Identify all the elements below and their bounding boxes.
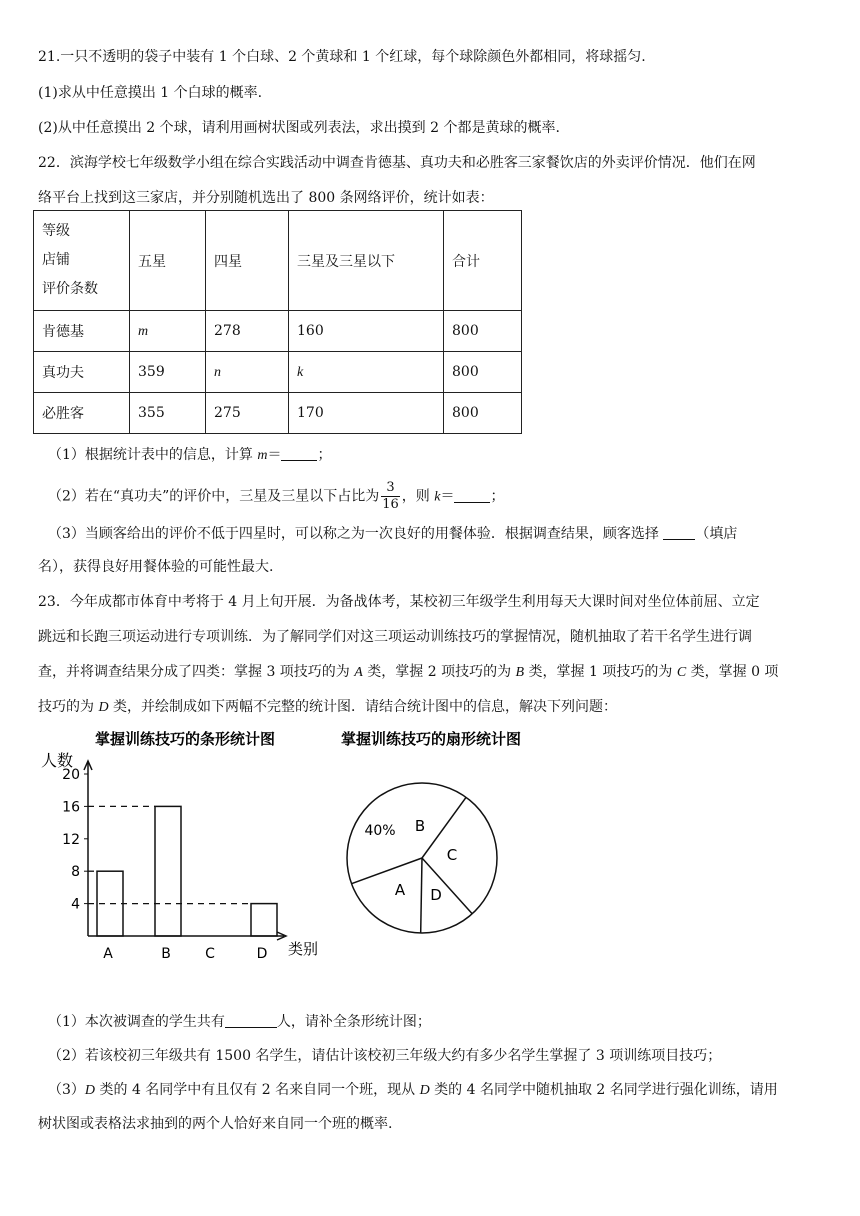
col-three-star: 三星及三星以下: [289, 211, 444, 311]
table-row: [34, 352, 522, 393]
x-tick-label: A: [103, 946, 113, 962]
y-axis-label: 人数: [41, 751, 74, 770]
cell-five: 359: [130, 352, 206, 393]
cell-four: n: [206, 352, 289, 393]
pie-label-C: C: [446, 846, 458, 864]
q23-line2: 跳远和长跑三项运动进行专项训练．为了解同学们对这三项运动训练技巧的掌握情况，随机抽取了若干名学生进行调: [38, 629, 752, 645]
q22-stem-line2: 络平台上找到这三家店，并分别随机选出了 800 条网络评价，统计如表：: [38, 190, 494, 206]
cell-store: 肯德基: [34, 311, 130, 352]
q23-part3: （3）D 类的 4 名同学中有且仅有 2 名来自同一个班，现从 D 类的 4 名同学中随机抽取 2 名同学进行强化训练，请用: [48, 1082, 778, 1098]
header-count: 评价条数: [42, 281, 98, 297]
cell-store: 必胜客: [34, 393, 130, 434]
cell-three: 170: [289, 393, 444, 434]
q23-part2: （2）若该校初三年级共有 1500 名学生，请估计该校初三年级大约有多少名学生掌握了 3 项训练项目技巧；: [48, 1048, 722, 1064]
fraction: $\frac{3}{16}$: [382, 480, 399, 512]
y-tick-label: 16: [62, 799, 80, 816]
cell-total: 800: [444, 311, 522, 352]
q23-part1: （1）本次被调查的学生共有 人，请补全条形统计图；: [48, 1014, 431, 1030]
q22-part3-cont: 名），获得良好用餐体验的可能性最大.: [38, 559, 274, 575]
pie-annotation-percent: 40%: [364, 823, 396, 839]
answer-blank: [663, 525, 695, 540]
bar-B: [155, 806, 181, 936]
q23-part3-cont: 树状图或表格法求抽到的两个人恰好来自同一个班的概率.: [38, 1116, 393, 1132]
col-four-star: 四星: [206, 211, 289, 311]
cell-total: 800: [444, 393, 522, 434]
cell-four: 278: [206, 311, 289, 352]
table-diagonal-header: [34, 211, 130, 311]
pie-label-B: B: [414, 817, 426, 835]
q21-part1: (1)求从中任意摸出 1 个白球的概率.: [38, 85, 263, 101]
cell-five: m: [130, 311, 206, 352]
answer-blank: [281, 446, 317, 461]
cell-four: 275: [206, 393, 289, 434]
answer-blank: [454, 488, 490, 503]
q22-part2: （2）若在“真功夫”的评价中，三星及三星以下占比为 $\frac{3}{16}$ ，则 k＝ ；: [48, 480, 505, 512]
charts: [38, 728, 558, 968]
x-tick-label: C: [205, 946, 215, 962]
x-tick-label: B: [161, 946, 171, 962]
q23-line4: 技巧的为 D 类，并绘制成如下两幅不完整的统计图．请结合统计图中的信息，解决下列问题：: [38, 699, 618, 715]
q21-part2: (2)从中任意摸出 2 个球，请利用画树状图或列表法，求出摸到 2 个都是黄球的概率.: [38, 120, 560, 136]
pie-slice-boundary: [421, 858, 422, 933]
cell-total: 800: [444, 352, 522, 393]
pie-slice-boundary: [352, 858, 422, 884]
col-five-star: 五星: [130, 211, 206, 311]
pie-label-A: A: [394, 881, 406, 899]
y-tick-label: 20: [62, 767, 80, 783]
q22-part1: （1）根据统计表中的信息，计算 m＝ ；: [48, 447, 332, 463]
bar-chart: [41, 730, 318, 962]
rating-table: [33, 210, 522, 434]
y-tick-label: 4: [71, 896, 80, 913]
cell-three: 160: [289, 311, 444, 352]
x-tick-label: D: [256, 946, 268, 962]
y-tick-label: 12: [62, 831, 80, 848]
table-row: [34, 311, 522, 352]
pie-label-D: D: [430, 886, 442, 904]
bar-chart-title: 掌握训练技巧的条形统计图: [95, 730, 276, 748]
y-tick-label: 8: [71, 864, 80, 881]
col-total: 合计: [444, 211, 522, 311]
cell-three: k: [289, 352, 444, 393]
bar-D: [251, 904, 277, 936]
header-grade: 等级: [42, 223, 70, 239]
q22-stem-line1: 22．滨海学校七年级数学小组在综合实践活动中调查肯德基、真功夫和必胜客三家餐饮店的外卖评价情况．他们在网: [38, 155, 756, 171]
cell-five: 355: [130, 393, 206, 434]
pie-slice-boundary: [422, 797, 466, 858]
q23-line1: 23．今年成都市体育中考将于 4 月上旬开展．为备战体考，某校初三年级学生利用每天大课时间对坐位体前屈、立定: [38, 594, 760, 610]
x-axis-label: 类别: [288, 940, 319, 958]
pie-chart: [341, 730, 521, 933]
q23-line3: 查，并将调查结果分成了四类：掌握 3 项技巧的为 A 类，掌握 2 项技巧的为 B 类，掌握 1 项技巧的为 C 类，掌握 0 项: [38, 664, 779, 680]
q22-part3: （3）当顾客给出的评价不低于四星时，可以称之为一次良好的用餐体验．根据调查结果，顾客选择 （填店: [48, 526, 738, 542]
header-store: 店铺: [42, 252, 70, 268]
cell-store: 真功夫: [34, 352, 130, 393]
answer-blank: [225, 1013, 277, 1028]
pie-chart-title: 掌握训练技巧的扇形统计图: [341, 730, 522, 748]
q21-stem: 21.一只不透明的袋子中装有 1 个白球、2 个黄球和 1 个红球，每个球除颜色外都相同，将球摇匀.: [38, 49, 646, 65]
table-row: [34, 393, 522, 434]
